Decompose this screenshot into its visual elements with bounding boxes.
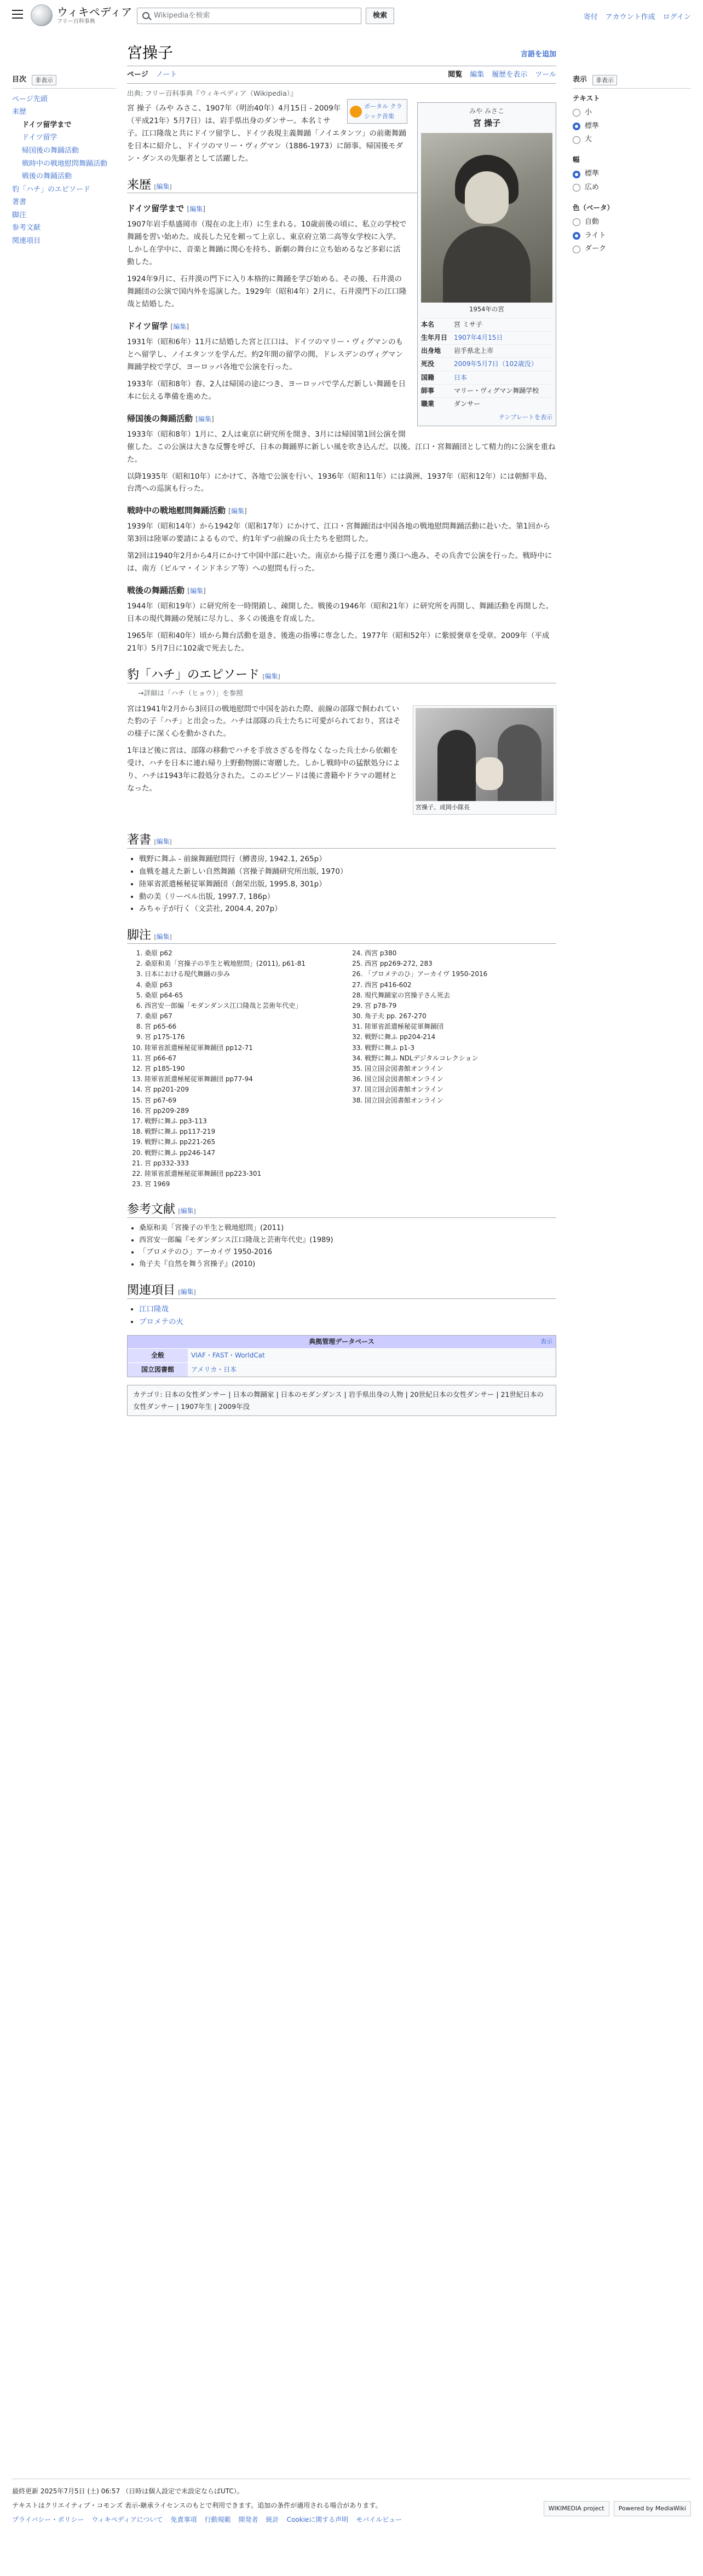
toc-item[interactable]: 関連項目: [12, 236, 41, 245]
infobox: [417, 102, 556, 426]
radio-option[interactable]: ライト: [573, 229, 691, 243]
edit-link[interactable]: 編集: [156, 838, 170, 846]
toc-item[interactable]: ドイツ留学: [22, 134, 57, 142]
footer-link[interactable]: モバイルビュー: [356, 2515, 402, 2523]
reference-item[interactable]: 34. 戦野に舞ふ NDLデジタルコレクション: [365, 1053, 556, 1064]
edit-link[interactable]: 編集: [156, 182, 170, 190]
reference-item[interactable]: 25. 西宮 pp269-272, 283: [365, 959, 556, 969]
thumbnail[interactable]: [413, 705, 556, 815]
infobox-value[interactable]: 1907年4月15日: [454, 333, 503, 341]
paragraph: 第2回は1940年2月から4月にかけて中国中部に赴いた。南京から揚子江を遡り漢口へ進み、その兵舎で公演を行った。戦時中には、南方（ビルマ・インドネシア等）への慰問も行った。: [127, 552, 552, 573]
radio-option[interactable]: 広め: [573, 181, 691, 195]
reference-item[interactable]: 18. 戦野に舞ふ pp117-219: [145, 1127, 336, 1137]
reference-item[interactable]: 26. 「ブロメテのひ」アーカイヴ 1950-2016: [365, 969, 556, 979]
toc-item[interactable]: 戦時中の戦地慰問舞踊活動: [22, 159, 108, 168]
infobox-value: 岩手県北上市: [454, 347, 494, 355]
authority-value[interactable]: VIAF・FAST・WorldCat: [188, 1349, 556, 1362]
reference-item[interactable]: 10. 陸軍省派遣極秘従軍舞踊団 pp12-71: [145, 1043, 336, 1053]
tab-history[interactable]: 履歴を表示: [492, 71, 528, 79]
infobox-value[interactable]: 2009年5月7日（102歳没）: [454, 360, 538, 368]
infobox-caption: 1954年の宮: [469, 305, 504, 314]
infobox-key: 生年月日: [421, 333, 448, 341]
infobox-value: ダンサー: [454, 399, 481, 408]
infobox-key: 師事: [421, 386, 435, 394]
list-item: • 陸軍省派遣極秘従軍舞踊団（創栄出版, 1995.8, 301p）: [139, 878, 556, 891]
edit-link[interactable]: 編集: [180, 1207, 194, 1215]
list-item: • みちゃ子が行く（文芸社, 2004.4, 207p）: [139, 903, 556, 915]
tab-talk[interactable]: ノート: [155, 71, 177, 79]
page-title: 宮操子: [127, 45, 174, 62]
related-list: [127, 1303, 556, 1328]
toc-item[interactable]: 著書: [12, 198, 27, 207]
tab-page[interactable]: ページ: [127, 71, 148, 79]
lead-paragraph: 宮 操子（みや みさこ、1907年（明治40年）4月15日 - 2009年（平成21年）5月7日）は、岩手県出身のダンサー。本名ミサ子。江口隆哉と共にドイツ留学し、ドイツ表現主義舞踊「ノイエタンツ」の前衛舞踊を日本に紹介し、ドイツのマリー・ヴィグマン（1886-1973）に師事。帰国後モダン・ダンスの先駆者として活躍した。: [127, 104, 406, 163]
reference-item[interactable]: 15. 宮 p67-69: [145, 1095, 336, 1106]
section-heading: 来歴 [編集]: [127, 177, 556, 194]
main-menu-icon[interactable]: [12, 10, 23, 19]
page-footer: [12, 2479, 691, 2525]
authority-toggle[interactable]: 表示: [540, 1337, 552, 1345]
list-item: • 動の美（リーベル出版, 1997.7, 186p）: [139, 891, 556, 903]
toc-item[interactable]: 帰国後の舞踊活動: [22, 146, 79, 155]
reference-item[interactable]: 23. 宮 1969: [145, 1179, 336, 1190]
reference-item[interactable]: 31. 陸軍省派遣極秘従軍舞踊団: [365, 1022, 556, 1032]
appearance-panel: [573, 74, 691, 264]
edit-link[interactable]: 編集: [180, 1288, 194, 1296]
search-icon: [142, 12, 149, 19]
paragraph: 以降1935年（昭和10年）にかけて、各地で公演を行い、1936年（昭和11年）には満洲、1937年（昭和12年）には朝鮮半島、台湾への巡演も行った。: [127, 472, 552, 494]
search-button[interactable]: 検索: [366, 8, 394, 24]
subsection-heading: 帰国後の舞踊活動 [編集]: [127, 413, 214, 423]
edit-link[interactable]: 編集: [156, 933, 170, 941]
paragraph: 1931年（昭和6年）11月に結婚した宮と江口は、ドイツのマリー・ヴィグマンのもとへ留学し、ノイエタンツを学んだ。約2年間の留学の間、ドレスデンのヴィグマン舞踊学校で学び、ヨーロッパ各地で公演を行った。: [127, 338, 404, 372]
subsection-heading: 戦後の舞踊活動 [編集]: [127, 585, 206, 596]
reference-item[interactable]: 9. 宮 p175-176: [145, 1032, 336, 1042]
list-item: • 西宮安一郎編『モダンダンス江口隆哉と芸術年代史』(1989): [139, 1234, 556, 1246]
subsection-heading: ドイツ留学まで [編集]: [127, 204, 205, 214]
site-subtitle: フリー百科事典: [57, 19, 95, 25]
reference-item[interactable]: 28. 現代舞踊家の宮操子さん死去: [365, 990, 556, 1001]
site-title: ウィキペディア: [57, 5, 132, 19]
radio-option[interactable]: 自動: [573, 216, 691, 229]
user-links: [584, 12, 691, 24]
reference-item[interactable]: 17. 戦野に舞ふ pp3-113: [145, 1116, 336, 1127]
search-placeholder: Wikipediaを検索: [154, 11, 210, 20]
section-heading: 著書 [編集]: [127, 832, 556, 849]
template-link[interactable]: テンプレートを表示: [498, 414, 552, 421]
reference-item[interactable]: 33. 戦野に舞ふ p1-3: [365, 1043, 556, 1053]
reference-item[interactable]: 16. 宮 pp209-289: [145, 1106, 336, 1116]
tab-read[interactable]: 閲覧: [448, 71, 463, 79]
site-header: [0, 0, 703, 31]
reference-item[interactable]: 3. 日本における現代舞踊の歩み: [145, 969, 336, 979]
portal-icon: [350, 106, 362, 118]
license-text: テキストはクリエイティブ・コモンズ 表示-継承ライセンスのもとで利用できます。追加の条件が適用される場合があります。: [12, 2502, 382, 2510]
reference-item[interactable]: 6. 西宮安一郎編「モダンダンス江口隆哉と芸術年代史」: [145, 1001, 336, 1011]
reference-item[interactable]: 20. 戦野に舞ふ pp246-147: [145, 1148, 336, 1158]
edit-link[interactable]: 編集: [173, 323, 187, 331]
paragraph: 宮は1941年2月から3回目の戦地慰問で中国を訪れた際、前線の部隊で飼われていた豹の子「ハチ」と出会った。ハチは部隊の兵士たちに可愛がられており、宮はその様子に深く心を動かされた。: [127, 704, 401, 739]
login-link[interactable]: ログイン: [662, 13, 691, 21]
reference-item[interactable]: 4. 桑原 p63: [145, 980, 336, 990]
width-group: 幅 標準 広め: [573, 154, 691, 195]
portal-box[interactable]: [347, 99, 407, 124]
mediawiki-badge[interactable]: Powered by MediaWiki: [614, 2501, 691, 2516]
list-item: • 戦野に舞ふ - 前線舞踊慰問行（鱒書房, 1942.1, 265p）: [139, 853, 556, 866]
edit-link[interactable]: 編集: [198, 415, 211, 423]
infobox-value[interactable]: 日本: [454, 373, 468, 381]
subsection-heading: 戦時中の戦地慰問舞踊活動 [編集]: [127, 506, 247, 516]
authority-key: 国立図書館: [128, 1363, 188, 1377]
site-logo[interactable]: [31, 4, 132, 26]
tab-tools[interactable]: ツール: [535, 71, 556, 79]
last-modified: 最終更新 2025年7月5日 (土) 06:57 （日時は個人設定で未設定ならばUTC）。: [12, 2487, 244, 2495]
list-item: • 血戦を越えた新しい自然舞踊（宮操子舞踊研究所出版, 1970）: [139, 866, 556, 878]
footer-link[interactable]: ウィキペディアについて: [91, 2515, 163, 2523]
radio-option[interactable]: ダーク: [573, 242, 691, 256]
radio-option[interactable]: 大: [573, 133, 691, 147]
toc-item[interactable]: ページ先頭: [12, 95, 48, 103]
thumbnail-photo[interactable]: [416, 708, 554, 801]
edit-link[interactable]: 編集: [264, 672, 278, 680]
references: [127, 948, 556, 1190]
table-of-contents: [12, 74, 116, 247]
authority-control: [127, 1335, 556, 1378]
reference-item[interactable]: 19. 戦野に舞ふ pp221-265: [145, 1137, 336, 1147]
references-right: [347, 948, 556, 1190]
infobox-value: マリー・ヴィグマン舞踊学校: [454, 386, 539, 394]
portal-link[interactable]: ポータル クラシック音楽: [364, 103, 402, 120]
edit-link[interactable]: 編集: [189, 587, 203, 595]
reference-item[interactable]: 32. 戦野に舞ふ pp204-214: [365, 1032, 556, 1042]
reference-item[interactable]: 13. 陸軍省派遣極秘従軍舞踊団 pp77-94: [145, 1074, 336, 1084]
infobox-key: 出身地: [421, 347, 441, 355]
footer-link[interactable]: 免責事項: [170, 2515, 197, 2523]
add-languages-button[interactable]: 言語を追加: [520, 50, 556, 59]
reference-item[interactable]: 7. 桑原 p67: [145, 1011, 336, 1022]
section-heading: 豹「ハチ」のエピソード [編集]: [127, 667, 556, 683]
edit-link[interactable]: 編集: [189, 205, 203, 213]
reference-item[interactable]: 2. 桑原和美「宮操子の半生と戦地慰問」(2011), p61-81: [145, 959, 336, 969]
reference-item[interactable]: 11. 宮 p66-67: [145, 1053, 336, 1064]
appearance-title: 表示: [573, 76, 587, 84]
section-heading: 関連項目 [編集]: [127, 1283, 556, 1299]
search-input[interactable]: [137, 8, 361, 24]
reference-item[interactable]: 37. 国立国会図書館オンライン: [365, 1084, 556, 1095]
reference-item[interactable]: 38. 国立国会図書館オンライン: [365, 1095, 556, 1106]
article-main: [127, 44, 556, 1416]
reference-item[interactable]: 29. 宮 p78-79: [365, 1001, 556, 1011]
toc-item[interactable]: 戦後の舞踊活動: [22, 172, 72, 181]
source-line: 出典: フリー百科事典『ウィキペディア（Wikipedia）』: [127, 89, 297, 98]
reference-item[interactable]: 5. 桑原 p64-65: [145, 990, 336, 1001]
thumbnail-caption: 宮操子、成岡小隊長: [416, 803, 470, 811]
footer-link[interactable]: 開発者: [238, 2515, 258, 2523]
radio-option[interactable]: 標準: [573, 120, 691, 134]
related-link[interactable]: プロメテの火: [139, 1317, 183, 1326]
category-links[interactable]: カテゴリ: 日本の女性ダンサー | 日本の舞踊家 | 日本のモダンダンス | 岩手県出身の人物 | 20世紀日本の女性ダンサー | 21世紀日本の女性ダンサー | 1907年生 | 2009年没: [127, 1385, 556, 1416]
color-group: 色（ベータ） 自動 ライト ダーク: [573, 202, 691, 256]
paragraph: 1924年9月に、石井漠の門下に入り本格的に舞踊を学び始める。その後、石井漠の舞踊団の公演で国内外を巡演した。1929年（昭和4年）2月に、石井漠門下の江口隆哉と結婚した。: [127, 275, 407, 309]
section-heading: 参考文献 [編集]: [127, 1202, 556, 1218]
toc-item[interactable]: 参考文献: [12, 224, 41, 233]
footer-link[interactable]: 統計: [266, 2515, 279, 2523]
infobox-key: 死没: [421, 360, 435, 368]
reference-item[interactable]: 22. 陸軍省派遣極秘従軍舞踊団 pp223-301: [145, 1169, 336, 1179]
hatnote[interactable]: →詳細は「ハチ（ヒョウ）」を参照: [138, 688, 243, 697]
footer-link[interactable]: 行動規範: [204, 2515, 231, 2523]
toc-item[interactable]: 来歴: [12, 108, 27, 117]
paragraph: 1933年（昭和8年）1月に、2人は東京に研究所を開き、3月には帰国第1回公演を開催した。この公演は大きな反響を呼び、日本の舞踊界に新しい風を吹き込んだ。以後、江口・宮舞踊団として精力的に公演を重ねた。: [127, 430, 556, 464]
wikimedia-badge[interactable]: WIKIMEDIA project: [544, 2501, 609, 2516]
bibliography-list: [127, 1222, 556, 1270]
text-size-group: テキスト 小 標準 大: [573, 93, 691, 147]
infobox-key: 職業: [421, 399, 435, 408]
reference-item[interactable]: 8. 宮 p65-66: [145, 1022, 336, 1032]
reference-item[interactable]: 21. 宮 pp332-333: [145, 1158, 336, 1169]
footer-link[interactable]: Cookieに関する声明: [286, 2515, 349, 2523]
authority-value[interactable]: アメリカ・日本: [188, 1363, 556, 1377]
infobox-value: 宮 ミサ子: [454, 320, 482, 328]
reference-item[interactable]: 35. 国立国会図書館オンライン: [365, 1064, 556, 1074]
infobox-key: 国籍: [421, 373, 435, 381]
toc-item[interactable]: ドイツ留学まで: [22, 120, 72, 129]
portrait-photo[interactable]: [421, 133, 552, 303]
reference-item[interactable]: 1. 桑原 p62: [145, 948, 336, 959]
paragraph: 1年ほど後に宮は、部隊の移動でハチを手放さざるを得なくなった兵士から依頼を受け、ハチを日本に連れ帰り上野動物園に寄贈した。しかし戦時中の猛獣処分により、ハチは1943年に殺処分された。このエピソードは後に書籍やドラマの題材となった。: [127, 746, 400, 793]
infobox-name: 宮 操子: [472, 118, 501, 129]
toc-item[interactable]: 豹「ハチ」のエピソード: [12, 185, 91, 194]
paragraph: 1933年（昭和8年）春、2人は帰国の途につき、ヨーロッパで学んだ新しい舞踊を日本に伝える準備を進めた。: [127, 379, 406, 401]
reference-item[interactable]: 14. 宮 pp201-209: [145, 1084, 336, 1095]
related-link[interactable]: 江口隆哉: [139, 1304, 169, 1314]
create-account-link[interactable]: アカウント作成: [605, 13, 655, 21]
toc-hide-button[interactable]: 非表示: [32, 75, 56, 86]
section-heading: 脚注 [編集]: [127, 927, 556, 944]
edit-link[interactable]: 編集: [231, 507, 244, 515]
reference-item[interactable]: 36. 国立国会図書館オンライン: [365, 1074, 556, 1084]
page-tabs: [127, 69, 556, 84]
radio-option[interactable]: 小: [573, 106, 691, 120]
list-item: • 桑原和美「宮操子の半生と戦地慰問」(2011): [139, 1222, 556, 1234]
reference-item[interactable]: 27. 西宮 p416-602: [365, 980, 556, 990]
paragraph: 1944年（昭和19年）に研究所を一時閉鎖し、疎開した。戦後の1946年（昭和21年）に研究所を再開し、舞踊活動を再開した。日本の現代舞踊の発展に尽力し、多くの後進を育成した。: [127, 602, 554, 624]
authority-title: 典拠管理データベース: [309, 1337, 374, 1345]
donate-link[interactable]: 寄付: [583, 13, 598, 21]
works-list: [127, 853, 556, 916]
infobox-key: 本名: [421, 320, 435, 328]
radio-option[interactable]: 標準: [573, 167, 691, 181]
toc-item[interactable]: 脚注: [12, 211, 27, 219]
infobox-kana: みや みさこ: [469, 107, 504, 115]
toc-title: 目次: [12, 76, 27, 84]
list-item: • 「ブロメテのひ」アーカイヴ 1950-2016: [139, 1246, 556, 1258]
references-left: [127, 948, 336, 1190]
list-item: • 角子夫『自然を舞う宮操子』(2010): [139, 1258, 556, 1270]
tab-edit[interactable]: 編集: [470, 71, 485, 79]
reference-item[interactable]: 24. 西宮 p380: [365, 948, 556, 959]
appearance-hide-button[interactable]: 非表示: [592, 75, 617, 86]
wikipedia-globe-icon: [31, 4, 53, 26]
authority-key: 全般: [128, 1349, 188, 1362]
paragraph: 1939年（昭和14年）から1942年（昭和17年）にかけて、江口・宮舞踊団は中国各地の戦地慰問舞踊活動に赴いた。第1回から第3回は陸軍の要請によるもので、約1年ずつ前線の兵士たちを慰問した。: [127, 522, 550, 544]
paragraph: 1907年岩手県盛岡市（現在の北上市）に生まれる。10歳前後の頃に、私立の学校で舞踊を習い始めた。成長した兄を頼って上京し、東京府立第二高等女学校に入学。しかし在学中に、音楽と舞踊に関心を持ち、新劇の舞台に立ち始めるなど多彩に活動した。: [127, 220, 407, 267]
reference-item[interactable]: 12. 宮 p185-190: [145, 1064, 336, 1074]
footer-link[interactable]: プライバシー・ポリシー: [12, 2515, 84, 2523]
paragraph: 1965年（昭和40年）頃から舞台活動を退き、後進の指導に専念した。1977年（昭和52年）に紫綬褒章を受章。2009年（平成21年）5月7日に102歳で死去した。: [127, 631, 550, 653]
reference-item[interactable]: 30. 角子夫 pp. 267-270: [365, 1011, 556, 1022]
subsection-heading: ドイツ留学 [編集]: [127, 321, 189, 332]
